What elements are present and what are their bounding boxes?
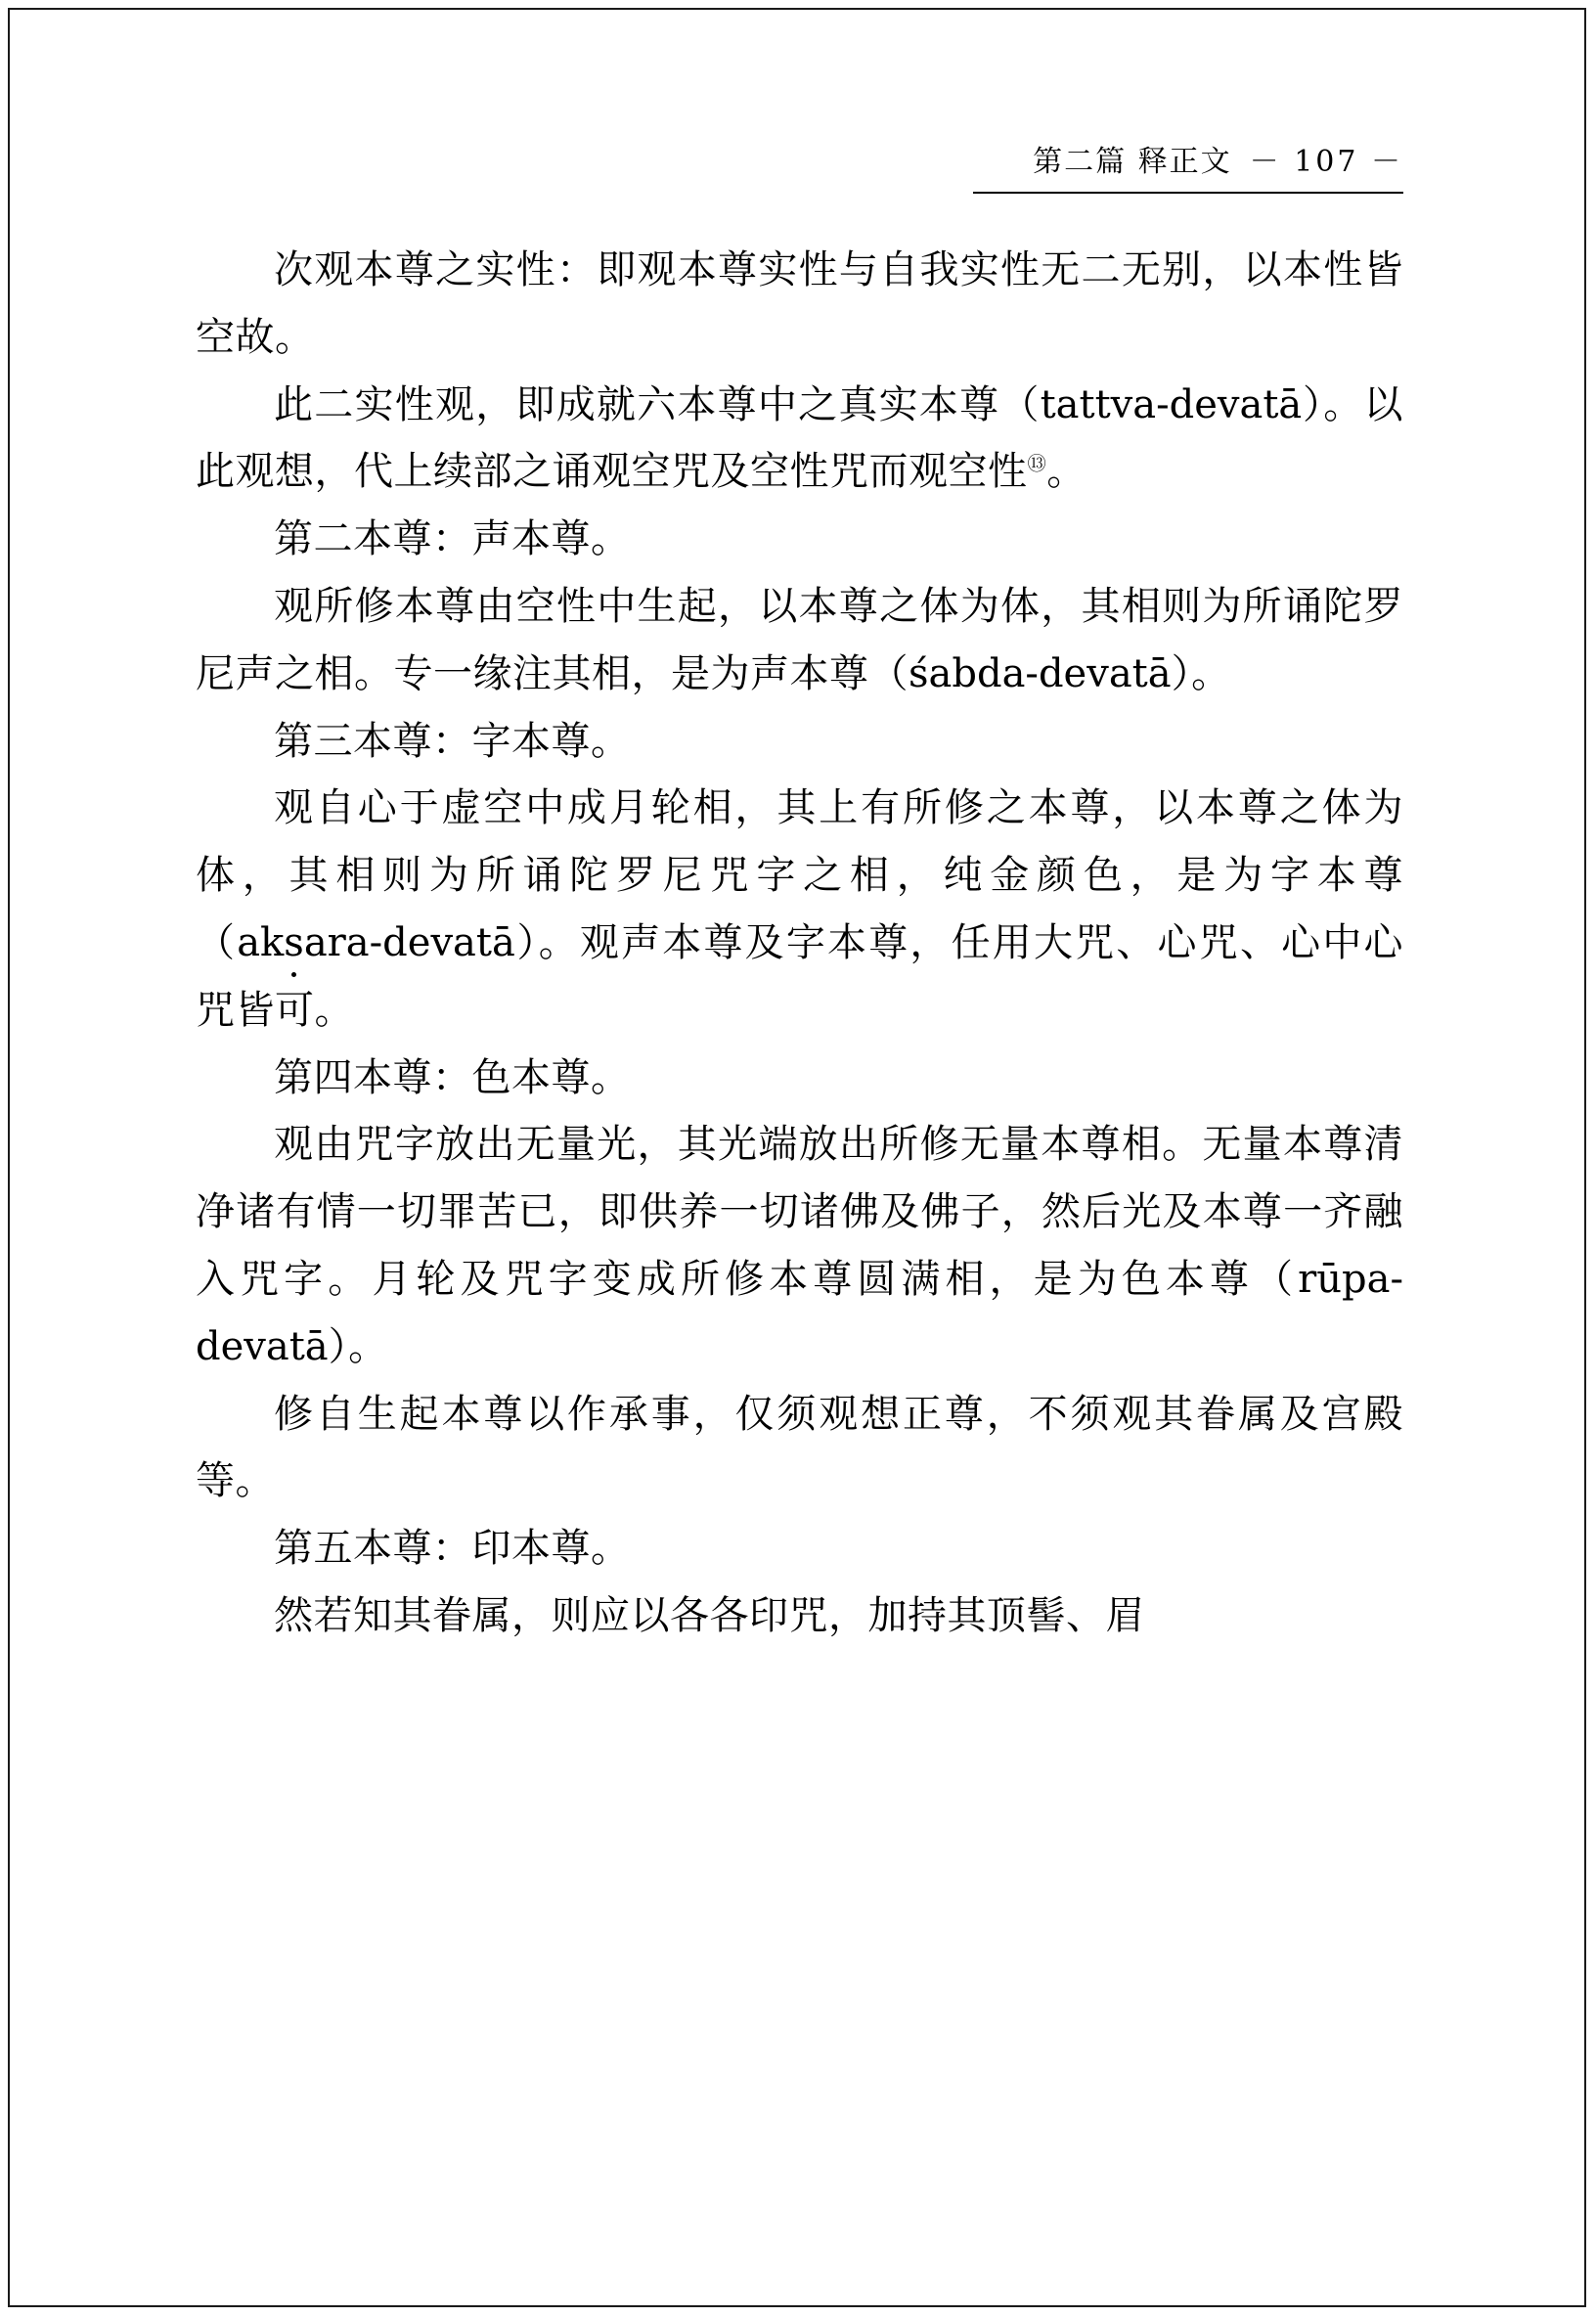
paragraph: 观自心于虚空中成月轮相，其上有所修之本尊，以本尊之体为体，其相则为所诵陀罗尼咒字之相，纯金颜色，是为字本尊（aksara-devatā）。观声本尊及字本尊，任用大咒、心咒、心中心咒皆可。 bbox=[196, 785, 1404, 1033]
sanskrit-term: aksara-devatā bbox=[237, 919, 515, 965]
paragraph: 然若知其眷属，则应以各各印咒，加持其顶髻、眉 bbox=[274, 1592, 1145, 1638]
header-rule bbox=[973, 192, 1403, 194]
paragraph: 第二本尊：声本尊。 bbox=[274, 516, 631, 562]
paragraph: 观由咒字放出无量光，其光端放出所修无量本尊相。无量本尊清净诸有情一切罪苦已，即供养一切诸佛及佛子，然后光及本尊一齐融入咒字。月轮及咒字变成所修本尊圆满相，是为色本尊（rūpa-devatā）。 bbox=[196, 1122, 1403, 1369]
page-number: － 107 － bbox=[1249, 145, 1403, 179]
paragraph: 第三本尊：字本尊。 bbox=[274, 718, 631, 764]
sanskrit-term: tattva-devatā bbox=[1040, 381, 1303, 427]
page-header bbox=[196, 137, 1403, 207]
section-title: 第二篇 释正文 bbox=[1033, 145, 1232, 179]
header-inner bbox=[1033, 137, 1403, 180]
paragraph: 第四本尊：色本尊。 bbox=[274, 1054, 631, 1100]
paragraph: 此二实性观，即成就六本尊中之真实本尊（tattva-devatā）。以此观想，代上续部之诵观空咒及空性咒而观空性⑬。 bbox=[196, 381, 1404, 495]
paragraph: 次观本尊之实性：即观本尊实性与自我实性无二无别，以本性皆空故。 bbox=[196, 247, 1403, 360]
page-content bbox=[196, 137, 1403, 1650]
sanskrit-term: rūpa-devatā bbox=[196, 1256, 1403, 1369]
footnote-marker: ⑬ bbox=[1027, 453, 1047, 476]
sanskrit-term: śabda-devatā bbox=[909, 650, 1172, 696]
paragraph: 观所修本尊由空性中生起，以本尊之体为体，其相则为所诵陀罗尼声之相。专一缘注其相，是为声本尊（śabda-devatā）。 bbox=[196, 583, 1403, 696]
paragraph: 修自生起本尊以作承事，仅须观想正尊，不须观其眷属及宫殿等。 bbox=[196, 1391, 1403, 1504]
paragraph: 第五本尊：印本尊。 bbox=[274, 1526, 631, 1572]
body-text bbox=[196, 237, 1403, 1650]
